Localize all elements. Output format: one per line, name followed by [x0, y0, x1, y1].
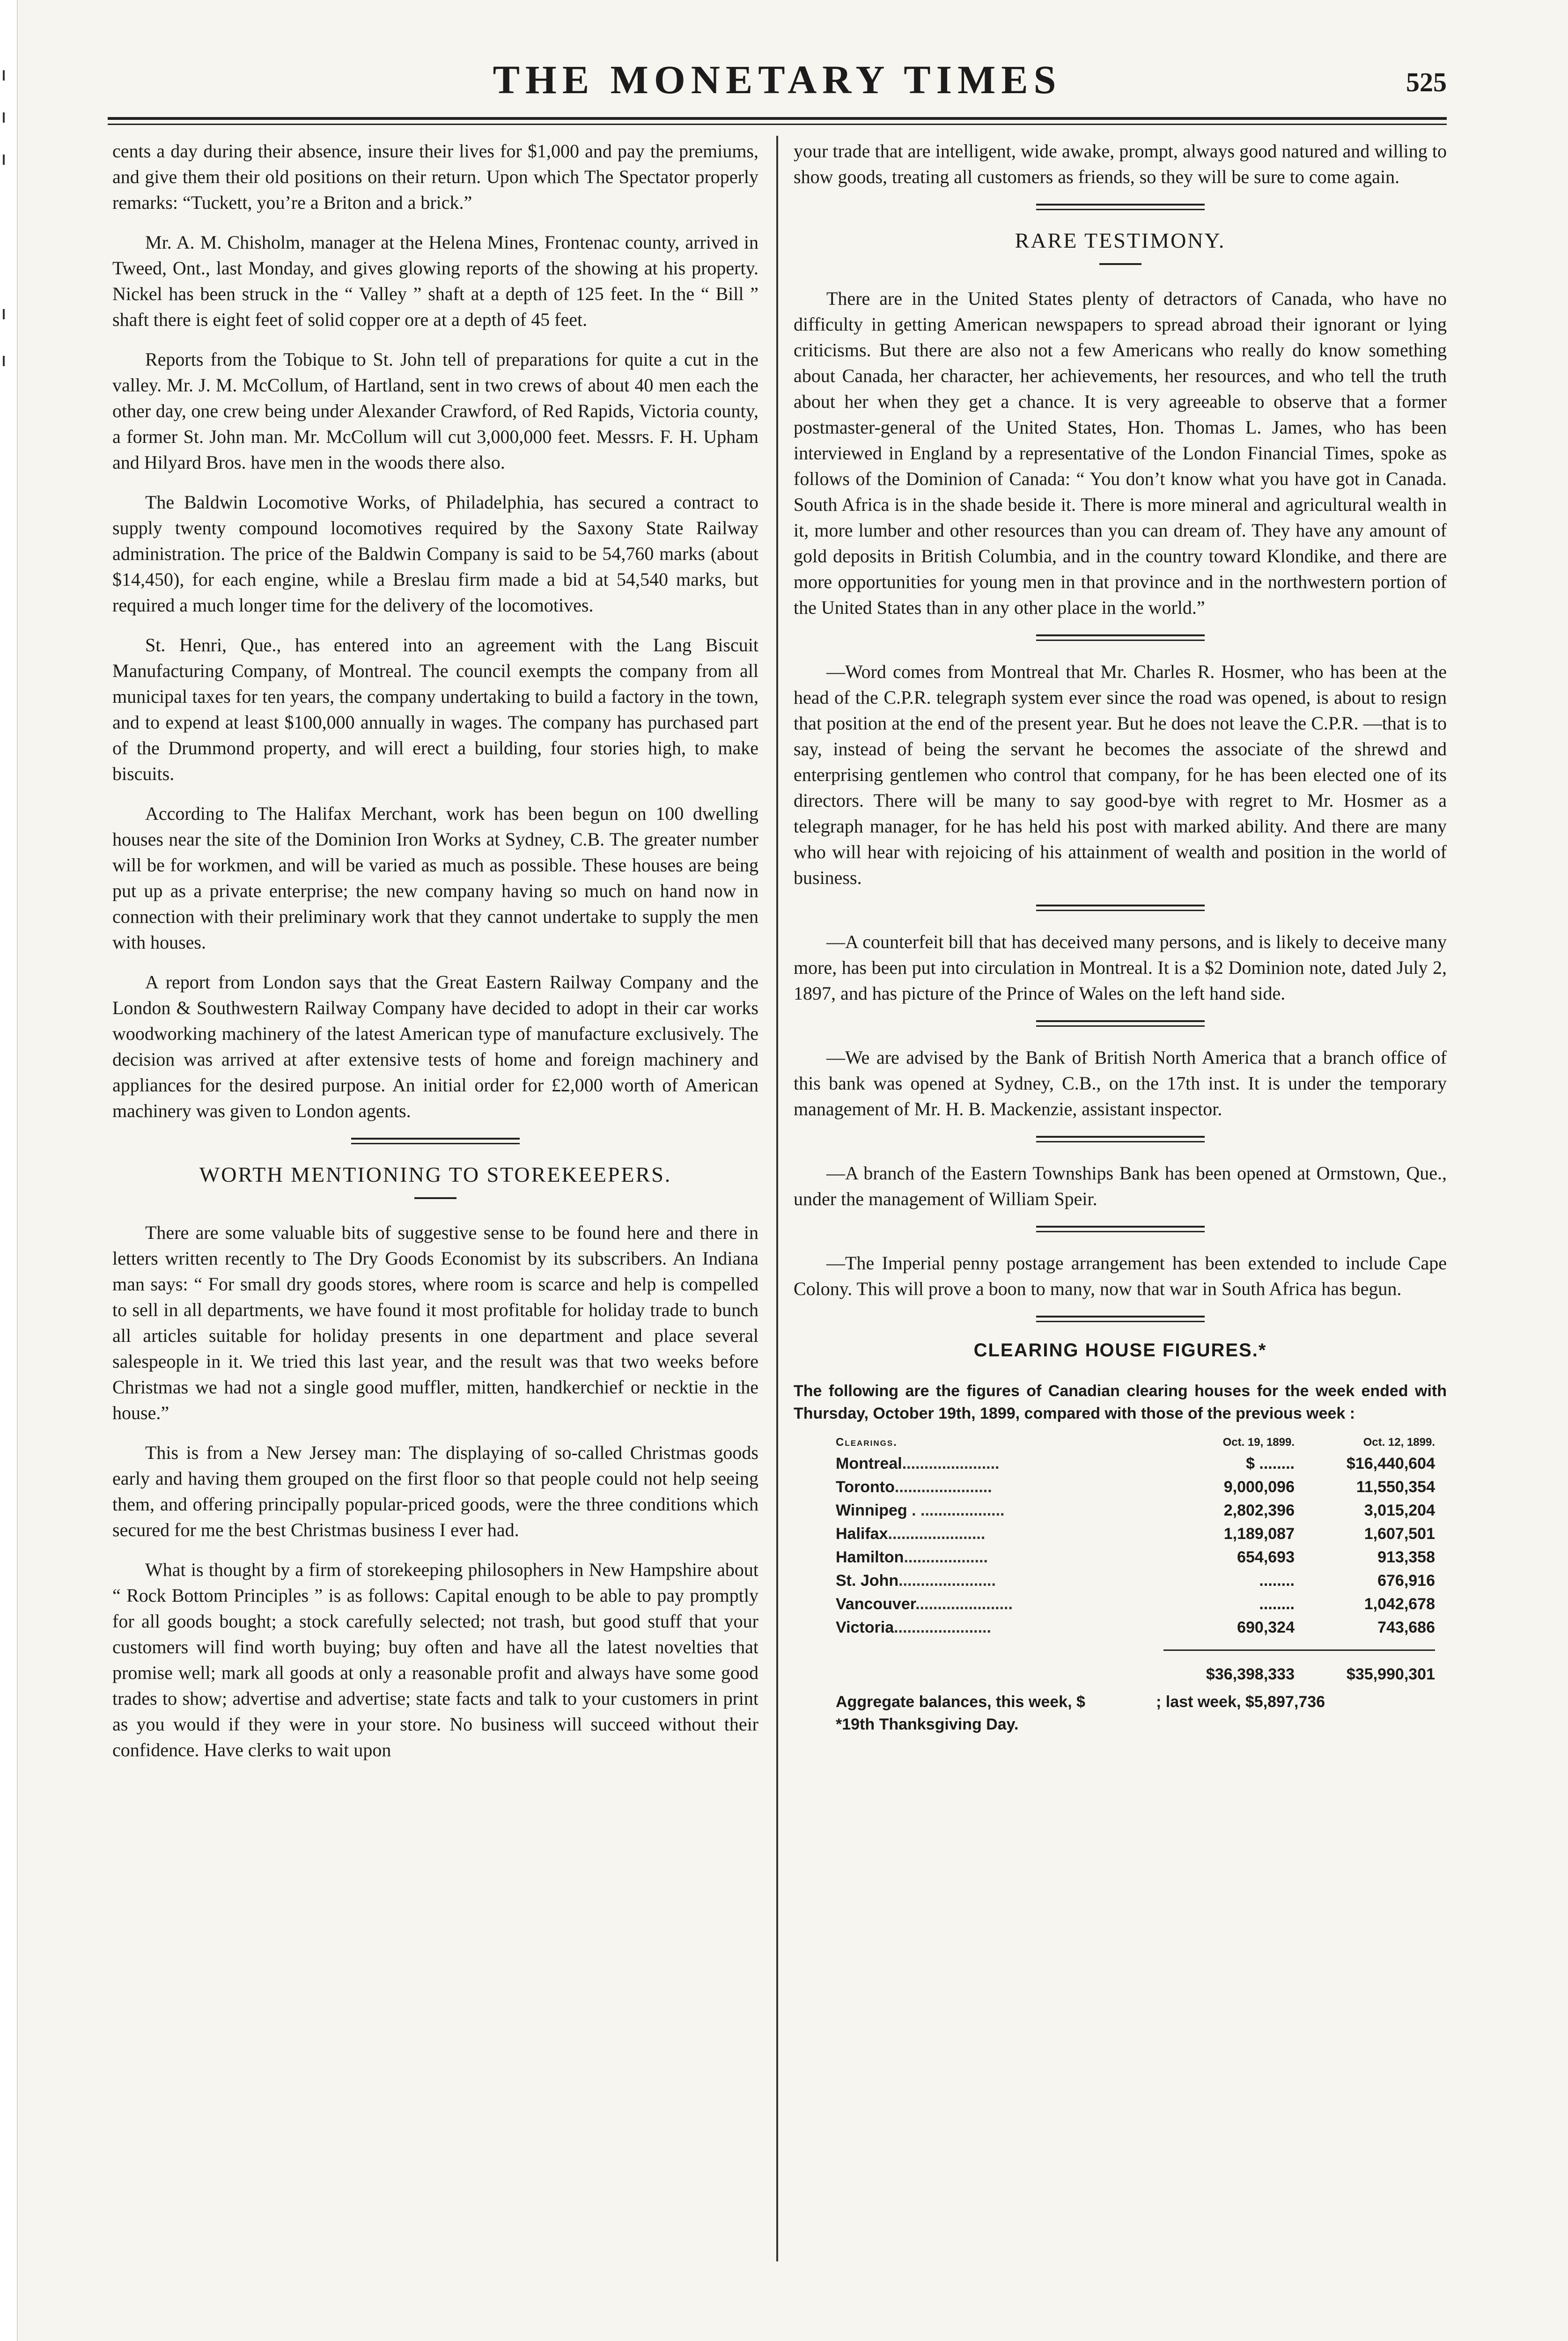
table-header-row: [836, 1433, 1435, 1452]
column-divider: [776, 136, 778, 2261]
section-separator: [1036, 1020, 1205, 1027]
city-cell: Winnipeg . ...................: [836, 1501, 1005, 1519]
value-cell: 1,607,501: [1364, 1524, 1435, 1543]
section-separator: [1036, 1136, 1205, 1142]
clearing-house-intro: The following are the figures of Canadian clearing houses for the week ended with Thursday, October 19th, 1899, compared with those of the previous week :: [794, 1382, 1447, 1422]
city-cell: Victoria......................: [836, 1618, 991, 1636]
column-header: Clearings.: [836, 1436, 898, 1449]
page-edge: [0, 0, 18, 2341]
news-note: —A counterfeit bill that has deceived many persons, and is likely to deceive many more, has been put into circulation in Montreal. It is a $2 Dominion note, dated July 2, 1897, and has picture of the Prince of Wales on the left hand side.: [794, 931, 1447, 1004]
value-cell: $ ........: [1246, 1454, 1295, 1472]
value-cell: ........: [1259, 1595, 1295, 1613]
total-rule-row: [836, 1639, 1435, 1663]
value-cell: 913,358: [1377, 1548, 1435, 1566]
article-paragraph: What is thought by a firm of storekeeping philosophers in New Hampshire about “ Rock Bottom Principles ” is as follows: Capital enough to be able to pay promptly for all goods bought; a stock carefully selected; not trash, but good stuff that your customers will find worth buying; buy often and have all the latest novelties that promise well; mark all goods at only a reasonable profit and always have some good trades to show; advertise and advertise; state facts and talk to your customers in print as you would if they were in your store. No business will succeed without their confidence. Have clerks to wait upon: [112, 1559, 758, 1760]
section-heading: RARE TESTIMONY.: [1015, 228, 1226, 252]
section-separator: [1036, 905, 1205, 911]
right-column: [794, 138, 1447, 1736]
total-cell: $36,398,333: [1206, 1665, 1295, 1683]
clearing-house-table: [836, 1433, 1435, 1686]
edge-mark: [3, 112, 8, 123]
article-paragraph: There are some valuable bits of suggestive sense to be found here and there in letters written recently to The Dry Goods Economist by its subscribers. An Indiana man says: “ For small dry goods stores, where room is scarce and help is compelled to sell in all departments, we have found it most profitable for holiday trade to bunch all articles suitable for holiday presents in one department and place several salespeople in it. We tried this last year, and the result was that two weeks before Christmas we had not a single good muffler, mitten, handkerchief or necktie in the house.”: [112, 1222, 758, 1423]
clearing-house-section: [794, 1340, 1447, 1736]
value-cell: ........: [1259, 1571, 1295, 1590]
page-number: 525: [1406, 67, 1447, 97]
value-cell: 676,916: [1377, 1571, 1435, 1590]
article-paragraph: your trade that are intelligent, wide awake, prompt, always good natured and willing to show goods, treating all customers as friends, so they will be sure to come again.: [794, 140, 1447, 187]
edge-mark: [3, 70, 8, 81]
section-separator: [351, 1138, 520, 1144]
value-cell: 11,550,354: [1356, 1478, 1435, 1496]
masthead: [108, 56, 1447, 117]
article-paragraph: There are in the United States plenty of detractors of Canada, who have no difficulty in getting American newspapers to spread abroad their ignorant or lying criticisms. But there are also not a few Americans who really do know something about Canada, her character, her achievements, her resources, and who tell the truth about her when they get a chance. It is very agreeable to observe that a former postmaster-general of the United States, Hon. Thomas L. James, who has been interviewed in England by a representative of the London Financial Times, spoke as follows of the Dominion of Canada: “ You don’t know what you have got in Canada. South Africa is in the shade beside it. There is more mineral and agricultural wealth in it, more lumber and other resources than you can dream of. They have any amount of gold deposits in British Columbia, and in the country toward Klondike, and there are more opportunities for young men in that province and in the northwestern portion of the United States than in any other place in the world.”: [794, 288, 1447, 618]
value-cell: 2,802,396: [1223, 1501, 1295, 1519]
heading-rule: [414, 1197, 456, 1199]
city-cell: Montreal......................: [836, 1454, 1000, 1472]
section-separator: [1036, 1226, 1205, 1232]
city-cell: Vancouver......................: [836, 1595, 1013, 1613]
value-cell: 654,693: [1237, 1548, 1295, 1566]
article-paragraph: Reports from the Tobique to St. John tell of preparations for quite a cut in the valley. Mr. J. M. McCollum, of Hartland, sent in two crews of about 40 men each the other day, one crew being under Alexander Crawford, of Red Rapids, Victoria county, a former St. John man. Mr. McCollum will cut 3,000,000 feet. Messrs. F. H. Upham and Hilyard Bros. have men in the woods there also.: [112, 349, 758, 473]
table-row: [836, 1452, 1435, 1475]
article-paragraph: According to The Halifax Merchant, work has been begun on 100 dwelling houses near the site of the Dominion Iron Works at Sydney, C.B. The greater number will be for workmen, and will be varied as much as possible. These houses are being put up as a private enterprise; the new company having so much on hand now in connection with their preliminary work that they cannot undertake to supply the men with houses.: [112, 803, 758, 953]
section-separator: [1036, 1316, 1205, 1322]
article-paragraph: Mr. A. M. Chisholm, manager at the Helena Mines, Frontenac county, arrived in Tweed, Ont., last Monday, and gives glowing reports of the showing at his property. Nickel has been struck in the “ Valley ” shaft at a depth of 125 feet. In the “ Bill ” shaft there is eight feet of solid copper ore at a depth of 45 feet.: [112, 232, 758, 330]
clearing-house-title: CLEARING HOUSE FIGURES.*: [973, 1340, 1267, 1361]
masthead-rule: [108, 124, 1447, 125]
table-row: [836, 1522, 1435, 1546]
city-cell: Halifax......................: [836, 1524, 986, 1543]
value-cell: 690,324: [1237, 1618, 1295, 1636]
edge-mark: [3, 309, 8, 319]
news-note: —A branch of the Eastern Townships Bank has been opened at Ormstown, Que., under the management of William Speir.: [794, 1163, 1447, 1209]
news-note: —We are advised by the Bank of British North America that a branch office of this bank was opened at Sydney, C.B., on the 17th inst. It is under the temporary management of Mr. H. B. Mackenzie, assistant inspector.: [794, 1047, 1447, 1119]
aggregate-balances: Aggregate balances, this week, $ ; last week, $5,897,736: [836, 1693, 1325, 1711]
article-paragraph: cents a day during their absence, insure their lives for $1,000 and pay the premiums, and give them their old positions on their return. Upon which The Spectator properly remarks: “Tuckett, you’re a Briton and a brick.”: [112, 140, 758, 213]
left-column: [112, 138, 758, 1777]
masthead-title: THE MONETARY TIMES: [493, 57, 1062, 102]
section-separator: [1036, 204, 1205, 210]
total-rule: [1295, 1649, 1435, 1653]
article-paragraph: St. Henri, Que., has entered into an agreement with the Lang Biscuit Manufacturing Company, of Montreal. The council exempts the company from all municipal taxes for ten years, the company undertaking to build a factory in the town, and to expend at least $100,000 annually in wages. The company has purchased part of the Drummond property, and will erect a building, four stories high, to make biscuits.: [112, 634, 758, 784]
edge-mark: [3, 356, 8, 366]
table-row: [836, 1569, 1435, 1592]
value-cell: 3,015,204: [1364, 1501, 1435, 1519]
news-note: —The Imperial penny postage arrangement has been extended to include Cape Colony. This will prove a boon to many, now that war in South Africa has begun.: [794, 1252, 1447, 1299]
article-paragraph: This is from a New Jersey man: The displaying of so-called Christmas goods early and having them grouped on the first floor so that people could not help seeing them, and offering principally popular-priced goods, were the three conditions which secured for me the best Christmas business I ever had.: [112, 1442, 758, 1540]
column-header: Oct. 12, 1899.: [1363, 1436, 1435, 1449]
column-header: Oct. 19, 1899.: [1222, 1436, 1295, 1449]
masthead-rule: [108, 117, 1447, 120]
section-heading: WORTH MENTIONING TO STOREKEEPERS.: [199, 1163, 672, 1186]
article-paragraph: The Baldwin Locomotive Works, of Philadelphia, has secured a contract to supply twenty compound locomotives required by the Saxony State Railway administration. The price of the Baldwin Company is said to be 54,760 marks (about $14,450), for each engine, while a Breslau firm made a bid at 54,540 marks, but required a much longer time for the delivery of the locomotives.: [112, 492, 758, 616]
city-cell: St. John......................: [836, 1571, 996, 1590]
footnote: *19th Thanksgiving Day.: [836, 1715, 1019, 1733]
edge-mark: [3, 155, 8, 165]
city-cell: Hamilton...................: [836, 1548, 988, 1566]
total-cell: $35,990,301: [1346, 1665, 1435, 1683]
news-note: —Word comes from Montreal that Mr. Charles R. Hosmer, who has been at the head of the C.P.R. telegraph system ever since the road was opened, is about to resign that position at the end of the present year. But he does not leave the C.P.R. —that is to say, instead of being the servant he becomes the associate of the shrewd and enterprising gentlemen who control that company, for he has been elected one of its directors. There will be many to say good-bye with regret to Mr. Hosmer as a telegraph manager, for he has held his post with marked ability. And there are many who will hear with rejoicing of his attainment of wealth and position in the world of business.: [794, 661, 1447, 888]
total-rule: [1163, 1649, 1295, 1653]
table-row: [836, 1546, 1435, 1569]
value-cell: 1,189,087: [1223, 1524, 1295, 1543]
table-row: [836, 1499, 1435, 1522]
totals-row: [836, 1663, 1435, 1686]
value-cell: 1,042,678: [1364, 1595, 1435, 1613]
value-cell: $16,440,604: [1346, 1454, 1435, 1472]
table-row: [836, 1592, 1435, 1616]
city-cell: Toronto......................: [836, 1478, 992, 1496]
table-row: [836, 1475, 1435, 1499]
section-separator: [1036, 634, 1205, 641]
value-cell: 9,000,096: [1223, 1478, 1295, 1496]
value-cell: 743,686: [1377, 1618, 1435, 1636]
heading-rule: [1099, 263, 1141, 265]
table-row: [836, 1616, 1435, 1639]
article-paragraph: A report from London says that the Great Eastern Railway Company and the London & Southwestern Railway Company have decided to adopt in their car works woodworking machinery of the latest American type of manufacture exclusively. The decision was arrived at after extensive tests of home and foreign machinery and appliances for the desired purpose. An initial order for £2,000 worth of American machinery was given to London agents.: [112, 972, 758, 1121]
